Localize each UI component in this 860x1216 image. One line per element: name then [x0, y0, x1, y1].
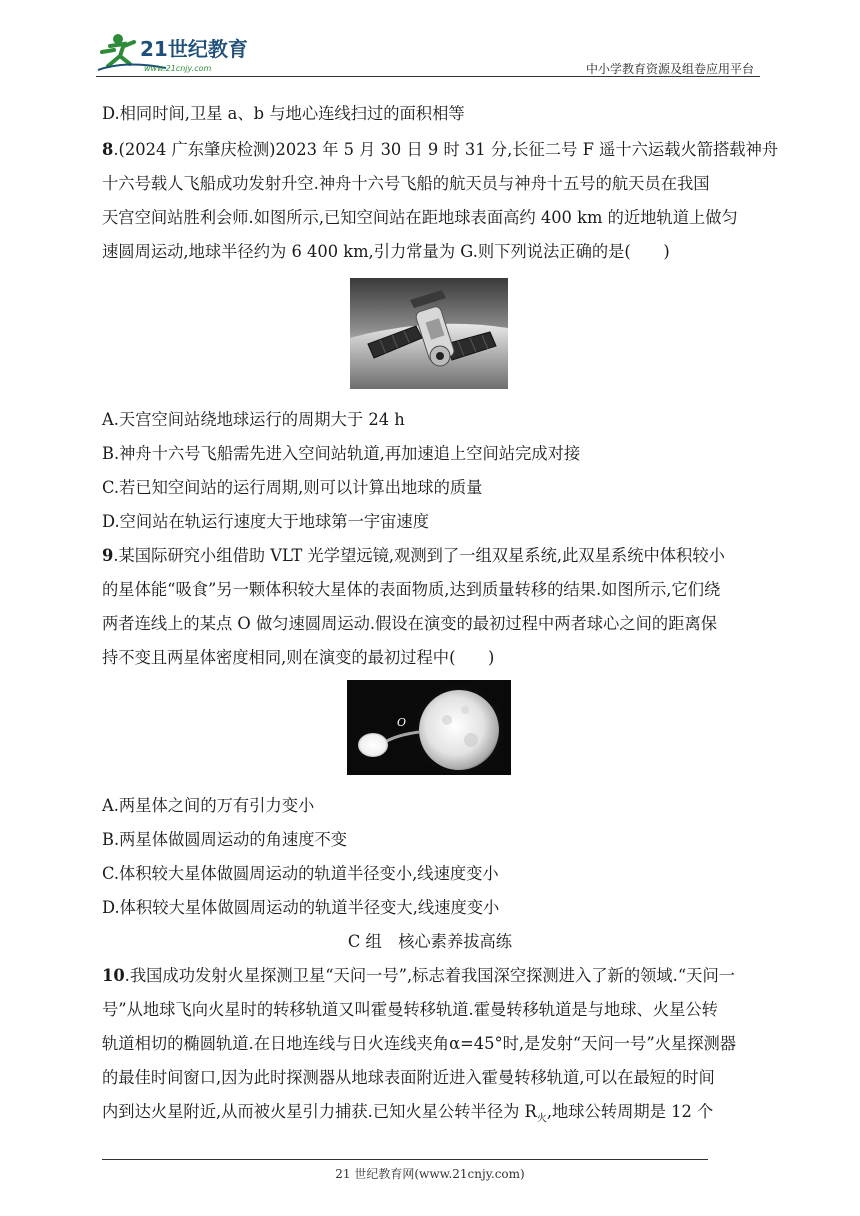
- q8-stem-line-2: 十六号载人飞船成功发射升空.神舟十六号飞船的航天员与神舟十五号的航天员在我国: [102, 174, 710, 193]
- subscript-mars: 火: [536, 1113, 547, 1125]
- q9-option-b: B.两星体做圆周运动的角速度不变: [102, 830, 348, 849]
- q8-number: 8: [102, 140, 114, 159]
- header-divider: [96, 76, 760, 77]
- q8-stem-line-1: 8.(2024 广东肇庆检测)2023 年 5 月 30 日 9 时 31 分,长征二号 F 遥十六运载火箭搭载神舟: [102, 140, 779, 159]
- q8-option-c: C.若已知空间站的运行周期,则可以计算出地球的质量: [102, 478, 483, 497]
- section-c-heading: C 组 核心素养拔高练: [347, 932, 513, 951]
- q9-option-c: C.体积较大星体做圆周运动的轨道半径变小,线速度变小: [102, 864, 499, 883]
- logo-text: 21世纪教育: [140, 37, 248, 61]
- page-header: [96, 30, 760, 78]
- q10-stem-line-1: 10.我国成功发射火星探测卫星“天问一号”,标志着我国深空探测进入了新的领域.“天问一: [102, 966, 736, 985]
- footer-text[interactable]: 21 世纪教育网(www.21cnjy.com): [335, 1167, 525, 1181]
- q8-option-d: D.空间站在轨运行速度大于地球第一宇宙速度: [102, 512, 429, 531]
- q9-option-a: A.两星体之间的万有引力变小: [102, 796, 315, 815]
- small-star: [358, 733, 388, 757]
- q8-stem-line-4: 速圆周运动,地球半径约为 6 400 km,引力常量为 G.则下列说法正确的是( ): [102, 242, 670, 261]
- q10-number: 10: [102, 966, 125, 985]
- space-station-image: [350, 278, 508, 389]
- platform-title: 中小学教育资源及组卷应用平台: [585, 62, 754, 76]
- logo-runner-icon: [102, 42, 134, 66]
- point-o-label: O: [397, 716, 407, 729]
- q8-option-b: B.神舟十六号飞船需先进入空间站轨道,再加速追上空间站完成对接: [102, 444, 581, 463]
- q9-option-d: D.体积较大星体做圆周运动的轨道半径变大,线速度变小: [102, 898, 500, 917]
- site-logo[interactable]: [96, 30, 266, 76]
- q9-stem-line-3: 两者连线上的某点 O 做匀速圆周运动.假设在演变的最初过程中两者球心之间的距离保: [102, 614, 718, 633]
- binary-star-image: [347, 680, 511, 775]
- q9-stem-line-4: 持不变且两星体密度相同,则在演变的最初过程中( ): [102, 648, 495, 667]
- q9-number: 9: [102, 546, 114, 565]
- q10-stem-line-3: 轨道相切的椭圆轨道.在日地连线与日火连线夹角α=45°时,是发射“天问一号”火星探测器: [102, 1034, 737, 1053]
- q7-option-d: D.相同时间,卫星 a、b 与地心连线扫过的面积相等: [102, 104, 465, 123]
- q9-stem-line-2: 的星体能“吸食”另一颗体积较大星体的表面物质,达到质量转移的结果.如图所示,它们绕: [102, 580, 721, 599]
- large-star: [419, 690, 499, 770]
- q9-stem-line-1: 9.某国际研究小组借助 VLT 光学望远镜,观测到了一组双星系统,此双星系统中体积较小: [102, 546, 725, 565]
- q8-option-a: A.天宫空间站绕地球运行的周期大于 24 h: [102, 410, 405, 429]
- footer-divider: [102, 1159, 708, 1160]
- q10-stem-line-4: 的最佳时间窗口,因为此时探测器从地球表面附近进入霍曼转移轨道,可以在最短的时间: [102, 1068, 715, 1087]
- q10-stem-line-5: 内到达火星附近,从而被火星引力捕获.已知火星公转半径为 $R_火$,地球公转周期是 12 个: [102, 1102, 714, 1125]
- q10-stem-line-2: 号”从地球飞向火星时的转移轨道又叫霍曼转移轨道.霍曼转移轨道是与地球、火星公转: [102, 1000, 718, 1019]
- q8-stem-line-3: 天宫空间站胜利会师.如图所示,已知空间站在距地球表面高约 400 km 的近地轨道上做匀: [102, 208, 738, 227]
- logo-url: www.21cnjy.com: [144, 64, 212, 73]
